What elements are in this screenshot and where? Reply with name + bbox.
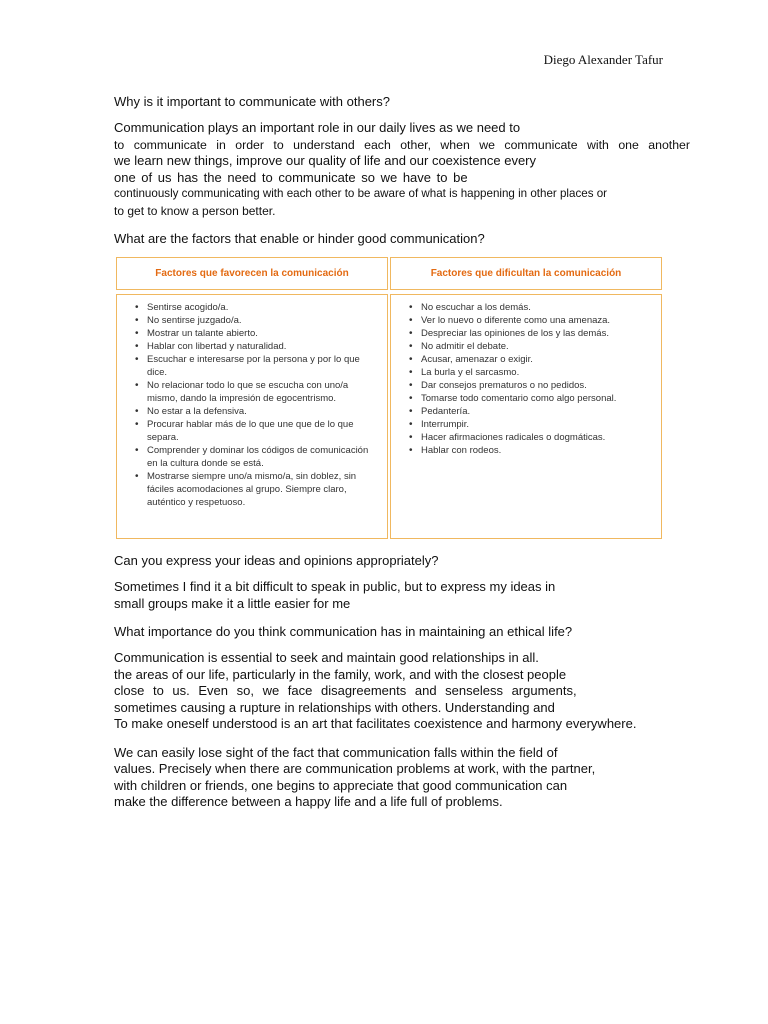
- answer-1-line: we learn new things, improve our quality of life and our coexistence every: [114, 153, 536, 168]
- list-item: • No escuchar a los demás.: [421, 301, 653, 314]
- list-item: • Acusar, amenazar o exigir.: [421, 353, 653, 366]
- list-item: • No relacionar todo lo que se escucha con uno/a mismo, dando la impresión de egocentrismo.: [147, 379, 379, 405]
- list-item: • No admitir el debate.: [421, 340, 653, 353]
- list-item: • Mostrarse siempre uno/a mismo/a, sin doblez, sin fáciles acomodaciones al grupo. Siempre claro, auténtico y respetuoso.: [147, 470, 379, 509]
- table-header-hinder: Factores que dificultan la comunicación: [390, 257, 662, 290]
- answer-1-line: one of us has the need to communicate so we have to be: [114, 169, 468, 185]
- answer-5-line: make the difference between a happy life and a life full of problems.: [114, 794, 503, 809]
- list-item: • Hacer afirmaciones radicales o dogmáticas.: [421, 431, 653, 444]
- question-3: Can you express your ideas and opinions appropriately?: [114, 553, 439, 568]
- list-item: • No sentirse juzgado/a.: [147, 314, 379, 327]
- list-item: • No estar a la defensiva.: [147, 405, 379, 418]
- answer-3-line: Sometimes I find it a bit difficult to speak in public, but to express my ideas in: [114, 579, 556, 594]
- answer-4-line: the areas of our life, particularly in the family, work, and with the closest people: [114, 666, 567, 682]
- answer-1-line: to communicate in order to understand each other, when we communicate with one another: [114, 137, 690, 152]
- answer-5-line: with children or friends, one begins to appreciate that good communication can: [114, 777, 568, 793]
- answer-3: [114, 579, 690, 612]
- answer-1-line: Communication plays an important role in our daily lives as we need to: [114, 120, 521, 135]
- list-item: • Tomarse todo comentario como algo personal.: [421, 392, 653, 405]
- list-item: • Procurar hablar más de lo que une que de lo que separa.: [147, 418, 379, 444]
- answer-5: [114, 745, 690, 811]
- list-item: • Ver lo nuevo o diferente como una amenaza.: [421, 314, 653, 327]
- answer-4-line: To make oneself understood is an art that facilitates coexistence and harmony everywhere.: [114, 716, 637, 731]
- answer-1-line: continuously communicating with each other to be aware of what is happening in other places or: [114, 187, 608, 200]
- table-col-favor: [116, 294, 388, 539]
- answer-5-line: values. Precisely when there are communication problems at work, with the partner,: [114, 761, 596, 776]
- answer-1-line: to get to know a person better.: [114, 203, 276, 218]
- list-item: • Escuchar e interesarse por la persona y por lo que dice.: [147, 353, 379, 379]
- answer-4: [114, 650, 690, 733]
- question-2: What are the factors that enable or hinder good communication?: [114, 231, 485, 246]
- answer-3-line: small groups make it a little easier for me: [114, 595, 351, 611]
- answer-4-line: Communication is essential to seek and maintain good relationships in all.: [114, 650, 539, 665]
- answer-1: [114, 120, 690, 219]
- list-item: • Hablar con libertad y naturalidad.: [147, 340, 379, 353]
- factors-table: [116, 257, 662, 539]
- list-item: • Dar consejos prematuros o no pedidos.: [421, 379, 653, 392]
- answer-4-line: sometimes causing a rupture in relationships with others. Understanding and: [114, 699, 555, 715]
- document-body: [114, 94, 690, 823]
- table-header-favor: Factores que favorecen la comunicación: [116, 257, 388, 290]
- list-item: • Hablar con rodeos.: [421, 444, 653, 457]
- list-item: • Pedantería.: [421, 405, 653, 418]
- answer-4-line: close to us. Even so, we face disagreements and senseless arguments,: [114, 683, 577, 698]
- table-col-hinder: [390, 294, 662, 539]
- list-item: • Interrumpir.: [421, 418, 653, 431]
- author-name: Diego Alexander Tafur: [543, 52, 663, 67]
- answer-5-line: We can easily lose sight of the fact that communication falls within the field of: [114, 744, 558, 760]
- question-1: Why is it important to communicate with others?: [114, 94, 390, 109]
- list-item: • Comprender y dominar los códigos de comunicación en la cultura donde se está.: [147, 444, 379, 470]
- list-item: • Sentirse acogido/a.: [147, 301, 379, 314]
- question-4: What importance do you think communication has in maintaining an ethical life?: [114, 624, 573, 639]
- list-item: • La burla y el sarcasmo.: [421, 366, 653, 379]
- list-item: • Mostrar un talante abierto.: [147, 327, 379, 340]
- list-item: • Despreciar las opiniones de los y las demás.: [421, 327, 653, 340]
